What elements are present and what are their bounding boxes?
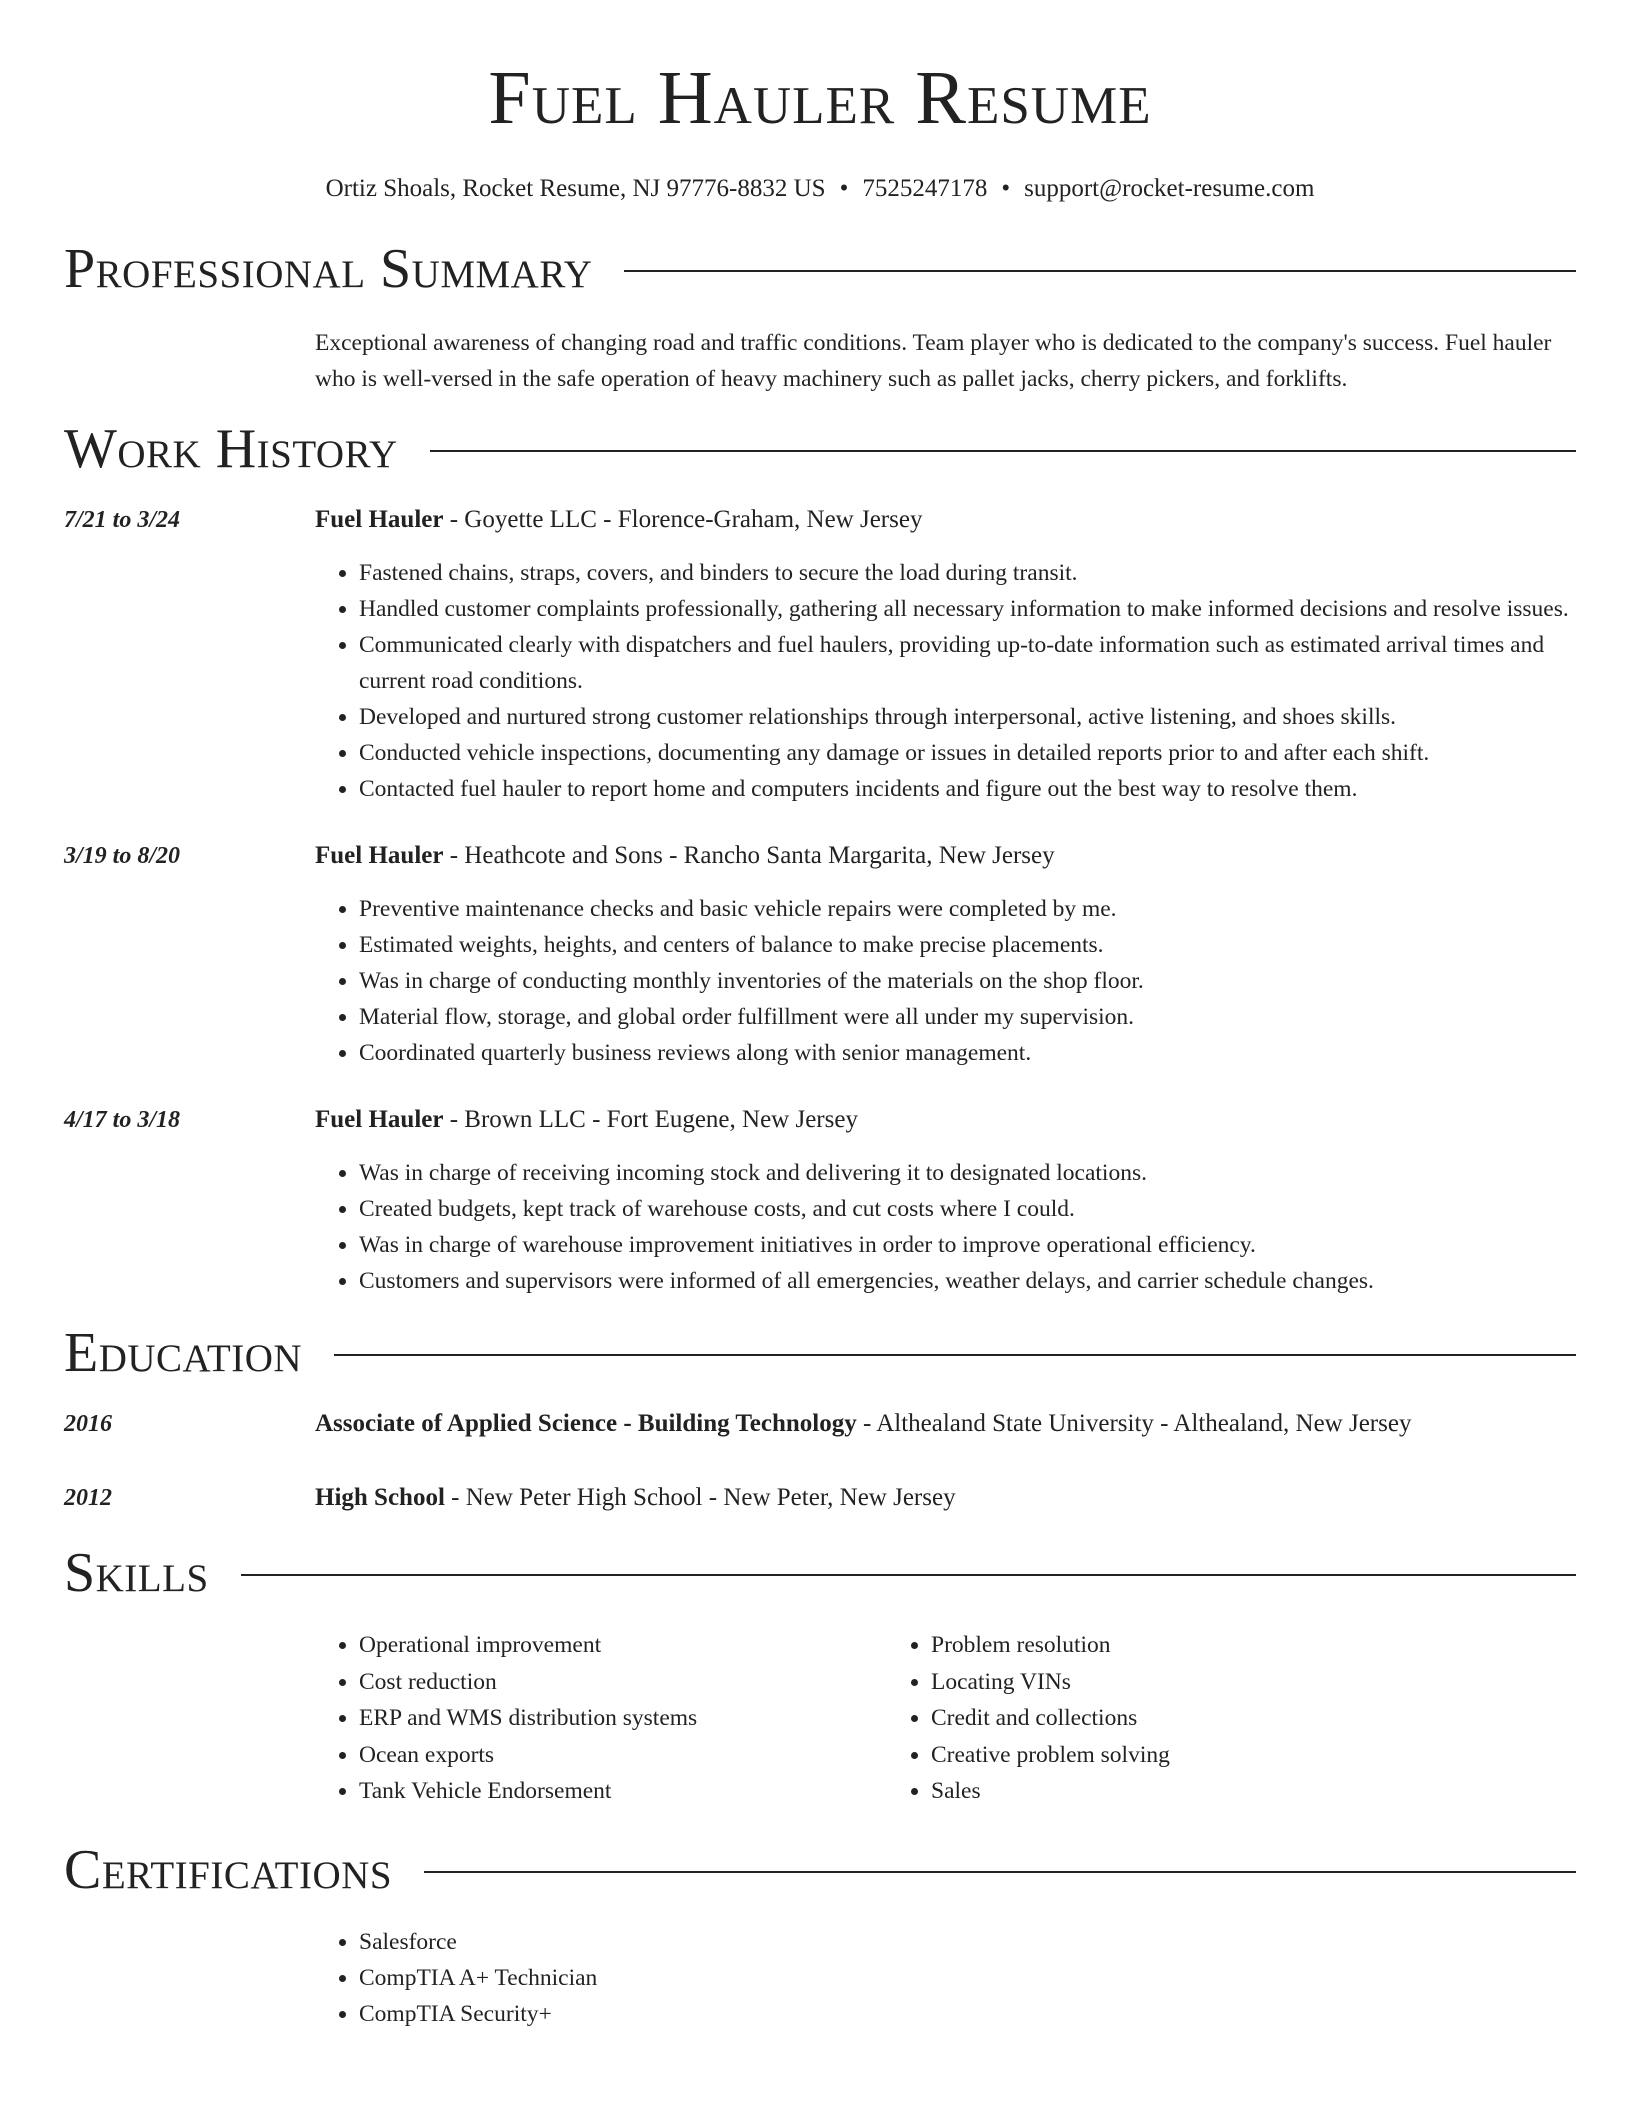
contact-phone: 7525247178 bbox=[862, 175, 988, 202]
skills-grid bbox=[315, 1627, 1576, 1810]
section-divider bbox=[424, 1871, 1576, 1873]
education-year: 2012 bbox=[64, 1485, 112, 1511]
education-details: - Althealand State University - Althealand, New Jersey bbox=[856, 1410, 1412, 1437]
job-dates: 4/17 to 3/18 bbox=[64, 1107, 181, 1133]
work-section-header bbox=[64, 418, 1576, 480]
job-bullet: • Preventive maintenance checks and basic vehicle repairs were completed by me. bbox=[359, 891, 1576, 927]
job-bullets bbox=[315, 555, 1576, 807]
education-entry bbox=[64, 1409, 1576, 1439]
section-title-summary: Professional Summary bbox=[64, 238, 593, 300]
skill-item: • Tank Vehicle Endorsement bbox=[359, 1773, 887, 1810]
skill-item: • Problem resolution bbox=[931, 1627, 1459, 1664]
job-bullet: • Was in charge of receiving incoming stock and delivering it to designated locations. bbox=[359, 1155, 1576, 1191]
job-details: - Heathcote and Sons - Rancho Santa Margarita, New Jersey bbox=[443, 842, 1055, 869]
job-entry bbox=[64, 505, 1576, 807]
job-bullets bbox=[315, 891, 1576, 1071]
job-title: Fuel Hauler bbox=[315, 842, 444, 869]
job-entry bbox=[64, 841, 1576, 1071]
education-degree: Associate of Applied Science - Building Technology bbox=[315, 1410, 857, 1437]
section-title-work: Work History bbox=[64, 418, 398, 480]
education-details: - New Peter High School - New Peter, New Jersey bbox=[444, 1484, 956, 1511]
section-title-certifications: Certifications bbox=[64, 1838, 393, 1901]
job-title: Fuel Hauler bbox=[315, 506, 444, 533]
job-entry bbox=[64, 1105, 1576, 1299]
job-details: - Brown LLC - Fort Eugene, New Jersey bbox=[443, 1106, 858, 1133]
section-divider bbox=[241, 1574, 1576, 1576]
job-bullet: • Material flow, storage, and global order fulfillment were all under my supervision. bbox=[359, 999, 1576, 1035]
job-bullet: • Conducted vehicle inspections, documenting any damage or issues in detailed reports prior to and after each shift. bbox=[359, 735, 1576, 771]
job-bullet: • Was in charge of warehouse improvement initiatives in order to improve operational efficiency. bbox=[359, 1227, 1576, 1263]
skill-item: • Locating VINs bbox=[931, 1664, 1459, 1701]
job-bullet: • Handled customer complaints professionally, gathering all necessary information to make informed decisions and resolve issues. bbox=[359, 591, 1576, 627]
contact-separator: • bbox=[839, 175, 849, 202]
job-bullet: • Coordinated quarterly business reviews along with senior management. bbox=[359, 1035, 1576, 1071]
certification-item: • Salesforce bbox=[359, 1924, 1576, 1960]
job-header bbox=[315, 841, 1576, 871]
certification-item: • CompTIA Security+ bbox=[359, 1996, 1576, 2032]
skills-column-left bbox=[315, 1627, 887, 1810]
certification-item: • CompTIA A+ Technician bbox=[359, 1960, 1576, 1996]
certifications-list bbox=[315, 1924, 1576, 2032]
skills-column-right bbox=[887, 1627, 1459, 1810]
certifications-section-header bbox=[64, 1838, 1576, 1901]
contact-address: Ortiz Shoals, Rocket Resume, NJ 97776-8832 US bbox=[325, 175, 826, 202]
job-bullet: • Developed and nurtured strong customer relationships through interpersonal, active listening, and shoes skills. bbox=[359, 699, 1576, 735]
education-entry bbox=[64, 1483, 1576, 1513]
job-title: Fuel Hauler bbox=[315, 1106, 444, 1133]
skill-item: • ERP and WMS distribution systems bbox=[359, 1700, 887, 1737]
job-dates: 7/21 to 3/24 bbox=[64, 507, 181, 533]
education-section-header bbox=[64, 1322, 1576, 1384]
job-bullets bbox=[315, 1155, 1576, 1299]
skill-item: • Credit and collections bbox=[931, 1700, 1459, 1737]
section-title-skills: Skills bbox=[64, 1542, 209, 1604]
job-bullet: • Communicated clearly with dispatchers and fuel haulers, providing up-to-date information such as estimated arrival times and current road conditions. bbox=[359, 627, 1576, 699]
section-divider bbox=[624, 270, 1576, 272]
contact-separator: • bbox=[1001, 175, 1011, 202]
skill-item: • Sales bbox=[931, 1773, 1459, 1810]
section-title-education: Education bbox=[64, 1322, 303, 1384]
contact-line bbox=[64, 176, 1576, 201]
job-bullet: • Fastened chains, straps, covers, and binders to secure the load during transit. bbox=[359, 555, 1576, 591]
job-bullet: • Estimated weights, heights, and centers of balance to make precise placements. bbox=[359, 927, 1576, 963]
job-bullet: • Created budgets, kept track of warehouse costs, and cut costs where I could. bbox=[359, 1191, 1576, 1227]
job-details: - Goyette LLC - Florence-Graham, New Jersey bbox=[443, 506, 923, 533]
summary-text: Exceptional awareness of changing road and traffic conditions. Team player who is dedicated to the company's success. Fuel hauler who is well-versed in the safe operation of heavy machinery such as pallet jacks, cherry pickers, and forklifts. bbox=[315, 330, 1552, 392]
section-divider bbox=[334, 1354, 1576, 1356]
skill-item: • Creative problem solving bbox=[931, 1737, 1459, 1774]
job-bullet: • Was in charge of conducting monthly inventories of the materials on the shop floor. bbox=[359, 963, 1576, 999]
section-divider bbox=[430, 450, 1576, 452]
summary-section-header bbox=[64, 238, 1576, 300]
job-header bbox=[315, 1105, 1576, 1135]
skill-item: • Cost reduction bbox=[359, 1664, 887, 1701]
education-degree: High School bbox=[315, 1484, 445, 1511]
skill-item: • Operational improvement bbox=[359, 1627, 887, 1664]
job-dates: 3/19 to 8/20 bbox=[64, 843, 181, 869]
job-bullet: • Contacted fuel hauler to report home and computers incidents and figure out the best way to resolve them. bbox=[359, 771, 1576, 807]
skill-item: • Ocean exports bbox=[359, 1737, 887, 1774]
education-year: 2016 bbox=[64, 1411, 112, 1437]
contact-email: support@rocket-resume.com bbox=[1024, 175, 1315, 202]
job-bullet: • Customers and supervisors were informed of all emergencies, weather delays, and carrier schedule changes. bbox=[359, 1263, 1576, 1299]
skills-section-header bbox=[64, 1542, 1576, 1604]
resume-title: Fuel Hauler Resume bbox=[488, 56, 1152, 140]
job-header bbox=[315, 505, 1576, 535]
